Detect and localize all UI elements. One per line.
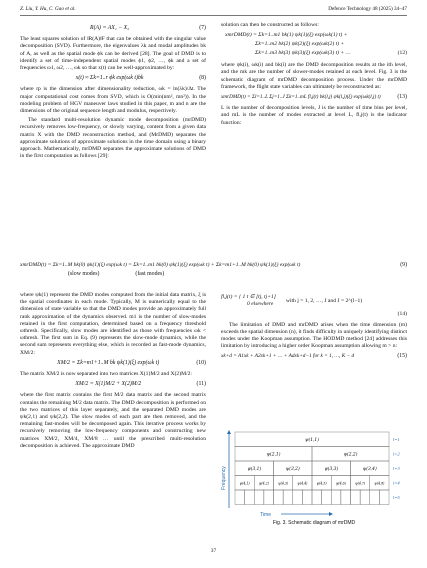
mode-cell [331,490,341,505]
equation-7-number: (7) [199,25,206,31]
mrdmd-schematic-figure [221,428,407,518]
left-column-top [20,22,206,162]
equation-12 [225,31,407,58]
right-column-top [221,22,407,129]
equation-14-number: (14) [397,311,407,318]
mode-label: ψ(3,2) [285,466,300,472]
level-label: l=2 [393,451,400,457]
right-column-bottom [221,292,407,365]
mode-label: ψ(4,5) [316,481,327,486]
paragraph: The standard multi-resolution dynamic mode decomposition (mrDMD) recursively removes low-frequency, or slowly varying, content from a given data matrix X with the DMD reconstruction method, and (MrDMD) separates the approximate solutions of approximate solutions in the time domain using a binary approach. Mathematically, mrDMD separates the approximate solutions of DMD in the first computation as follows [29]: [20,117,206,160]
equation-10-number: (10) [196,359,206,366]
paragraph: The matrix XM/2 is now separated into two matrices X(1)M/2 and X(2)M/2: [20,371,192,378]
equation-9 [20,262,407,277]
mode-cell [274,490,284,505]
equation-11-body: XM/2 = X(1)M/2 + X(2)M/2 [75,381,142,388]
equation-13 [221,94,407,101]
mode-cell [245,490,255,505]
mode-label: ψ(4,6) [335,481,346,486]
mode-cell [341,490,351,505]
equation-15-body: xk+d = A1xk + A2xk+1 + … + Adxk+d−1 for k = 1, …, K − d [221,353,355,360]
equation-12-line-1: xmrDMD(t) = Σk=1..m1 bk(1) ψk(1)(ξ) exp(ωk(1) t) + [225,32,348,39]
mode-label: ψ(3,3) [324,466,339,472]
level-label: l=1 [393,436,400,442]
mode-cell [254,490,264,505]
paragraph: The least squares solution of ‖R(A)‖F that can be obtained with the singular value decomposition (SVD). Furthermore, the eigenvalues λk and modal amplitudes bk of A, as well as the spatial mode ϕk can be derived [28]. The goal of DMD is to identify a set of time-independent spatial modes ϕ1, ϕ2, …, ϕk and a set of frequencies ω1, ω2, …, ωk so that x(t) can be well-approximated by: [20,36,206,72]
level-label: l=5 [393,494,400,500]
equation-7-body: R(A) = AX₁ − X₂ [90,25,130,31]
running-header-authors: Z. Liu, Y. Hu, C. Gao et al. [20,6,76,12]
equation-11 [20,381,206,388]
mode-cell [370,490,380,505]
mode-label: ψ(1,1) [305,437,319,443]
equation-14-condition: with j = 1, 2, …, J and J = 2^(l−1) [285,297,363,304]
paragraph: where rp is the dimension after dimensionality reduction, ωk = ln(λk)/Δt. The major computational cost comes from SVD, which is O(min(nm², mn²)). In the modeling problem of HGV maneuver laws studied in this paper, m and n are the dimensions of the original sequence length and modulus, respectively. [20,86,206,115]
frequency-arrow-head [227,430,231,434]
mode-cell [379,490,389,505]
mode-label: ψ(2,2) [343,452,358,458]
equation-12-number: (12) [397,50,407,57]
equation-14 [221,294,407,308]
equation-10-body: XM/2 = Σk=m1+1..M bk ψk(1)(ξ) exp(ωk t) [57,359,160,366]
level-label: l=4 [393,480,400,486]
running-header-journal: Defence Technology 48 (2025) 34–47 [328,6,407,12]
mode-label: ψ(4,4) [297,481,308,486]
mode-cell [351,490,361,505]
mode-label: ψ(4,1) [239,481,250,486]
equation-12-line-3-row [225,49,407,58]
page-number: 37 [210,548,217,554]
equation-14-line-2: 0 elsewhere [247,301,274,308]
mode-label: ψ(4,7) [355,481,366,486]
equation-9-underbraces [20,271,407,277]
equation-12-line-3: Σk=1..m3 bk(3) ψk(3)(ξ) exp(ωk(3) t) + … [255,50,351,57]
equation-8 [20,75,206,82]
mode-cell [293,490,303,505]
slow-modes-label: (slow modes) [68,271,100,277]
paragraph: L is the number of decomposition levels, J is the number of time bins per level, and mL is the number of modes extracted at level L, fl,j(t) is the indicator function: [221,105,407,126]
equation-14-number-row [221,311,407,318]
paragraph: solution can then be constructed as follows: [221,22,319,28]
mode-cell [360,490,370,505]
figure-caption: Fig. 3. Schematic diagram of mrDMD [272,520,356,526]
equation-11-number: (11) [196,381,206,388]
paragraph: where the first matrix contains the first M/2 data matrix and the second matrix contains the remaining M/2 data matrix. The DMD decomposition is performed on the two matrices of this layer separately, and the separated DMD modes are ψk(2,1) and ψk(2,2). The slow modes of each part are then removed, and the remaining fast-modes will be decomposed again. This iterative process works by recursively removing the low-frequency components and constructing new matrices XM/2, XM/4, XM/8 … until the prescribed multi-resolution decomposition is achieved. The approximate DMD [20,392,206,449]
mode-label: ψ(4,8) [374,481,385,486]
header-divider [20,15,407,16]
equation-13-body: xmrDMD(t) = Σl=1..L Σj=1..J Σk=1..mL fl,j(t) bk(l,j) ψk(l,j)(ξ) exp(ωk(l,j) t) [221,94,381,101]
equation-7 [20,25,206,32]
equation-12-line-2: Σk=1..m2 bk(2) ψk(2)(ξ) exp(ωk(2) t) + [255,41,345,48]
equation-10 [20,360,206,367]
mode-cell [302,490,312,505]
level-label: l=3 [393,465,400,471]
mode-label: ψ(3,4) [362,466,377,472]
mode-label: ψ(3,1) [247,466,262,472]
paragraph: where ψk(1) represent the DMD modes computed from the initial data matrix, ξ is the spatial coordinates in each mode. Typically, M is numerically equal to the dimension of state variable so that the DMD modes provide an approximately full rank approximation of the dynamics observed. m1 is the number of slow-modes retained in the first computation, determined based on a frequency threshold ωthresh. Specifically, slow modes are identified as those with frequencies ωk < ωthresh. The first sum in Eq. (9) represents the slow-mode dynamics, while the second sum represents everything else, which is recorded as fast-mode dynamics, XM/2: [20,292,206,356]
mode-label: ψ(4,2) [258,481,269,486]
fast-modes-label: (fast modes) [135,271,165,277]
equation-8-number: (8) [199,75,206,82]
mode-cell [235,490,245,505]
mode-cell [264,490,274,505]
frequency-axis-label: Frequency [221,466,227,490]
equation-9-body: xmrDMD(t) = Σk=1..M bk(0) ψk(1)(ξ) exp(ωk t) = Σk=1..m1 bk(0) ψk(1)(ξ) exp(ωk t) + Σk=m1+1..M bk(0) ψk(1)(ξ) exp(ωk t) [20,262,301,268]
equation-9-number: (9) [400,262,407,268]
equation-14-cases [221,294,276,308]
equation-15 [221,353,407,360]
left-column-bottom [20,292,206,452]
mode-label: ψ(2,1) [266,452,281,458]
paragraph: where ψk(i), ωk(i) and bk(i) are the DMD decomposition results at the ith level, and the mk are the number of slower-modes retained at each level. Fig. 3 is the schematic diagram of mrDMD decomposition process. Under the mrDMD framework, the flight state variables can ultimately be reconstructed as: [221,62,407,90]
mode-cell [322,490,332,505]
paragraph: The limitation of DMD and mrDMD arises when the time dimension (m) exceeds the spatial dimension (n), it finds difficulty in uniquely identifying distinct modes under the Koopman assumption. The HODMD method [24] addresses this limitation by introducing a higher order Koopman assumption allowing m > n: [221,321,407,350]
mode-cell [283,490,293,505]
equation-13-number: (13) [397,94,407,101]
equation-14-line-1: fl,j(t) = { 1 t ∈ [tj, tj+1] [221,294,276,300]
equation-15-number: (15) [397,353,407,360]
time-axis-label: Time [260,512,271,518]
mode-label: ψ(4,3) [278,481,289,486]
equation-8-body: x(t) ≈ Σk=1..r ϕk exp(ωk t)bk [75,75,144,82]
time-arrow-head [329,512,333,516]
mode-cell [312,490,322,505]
